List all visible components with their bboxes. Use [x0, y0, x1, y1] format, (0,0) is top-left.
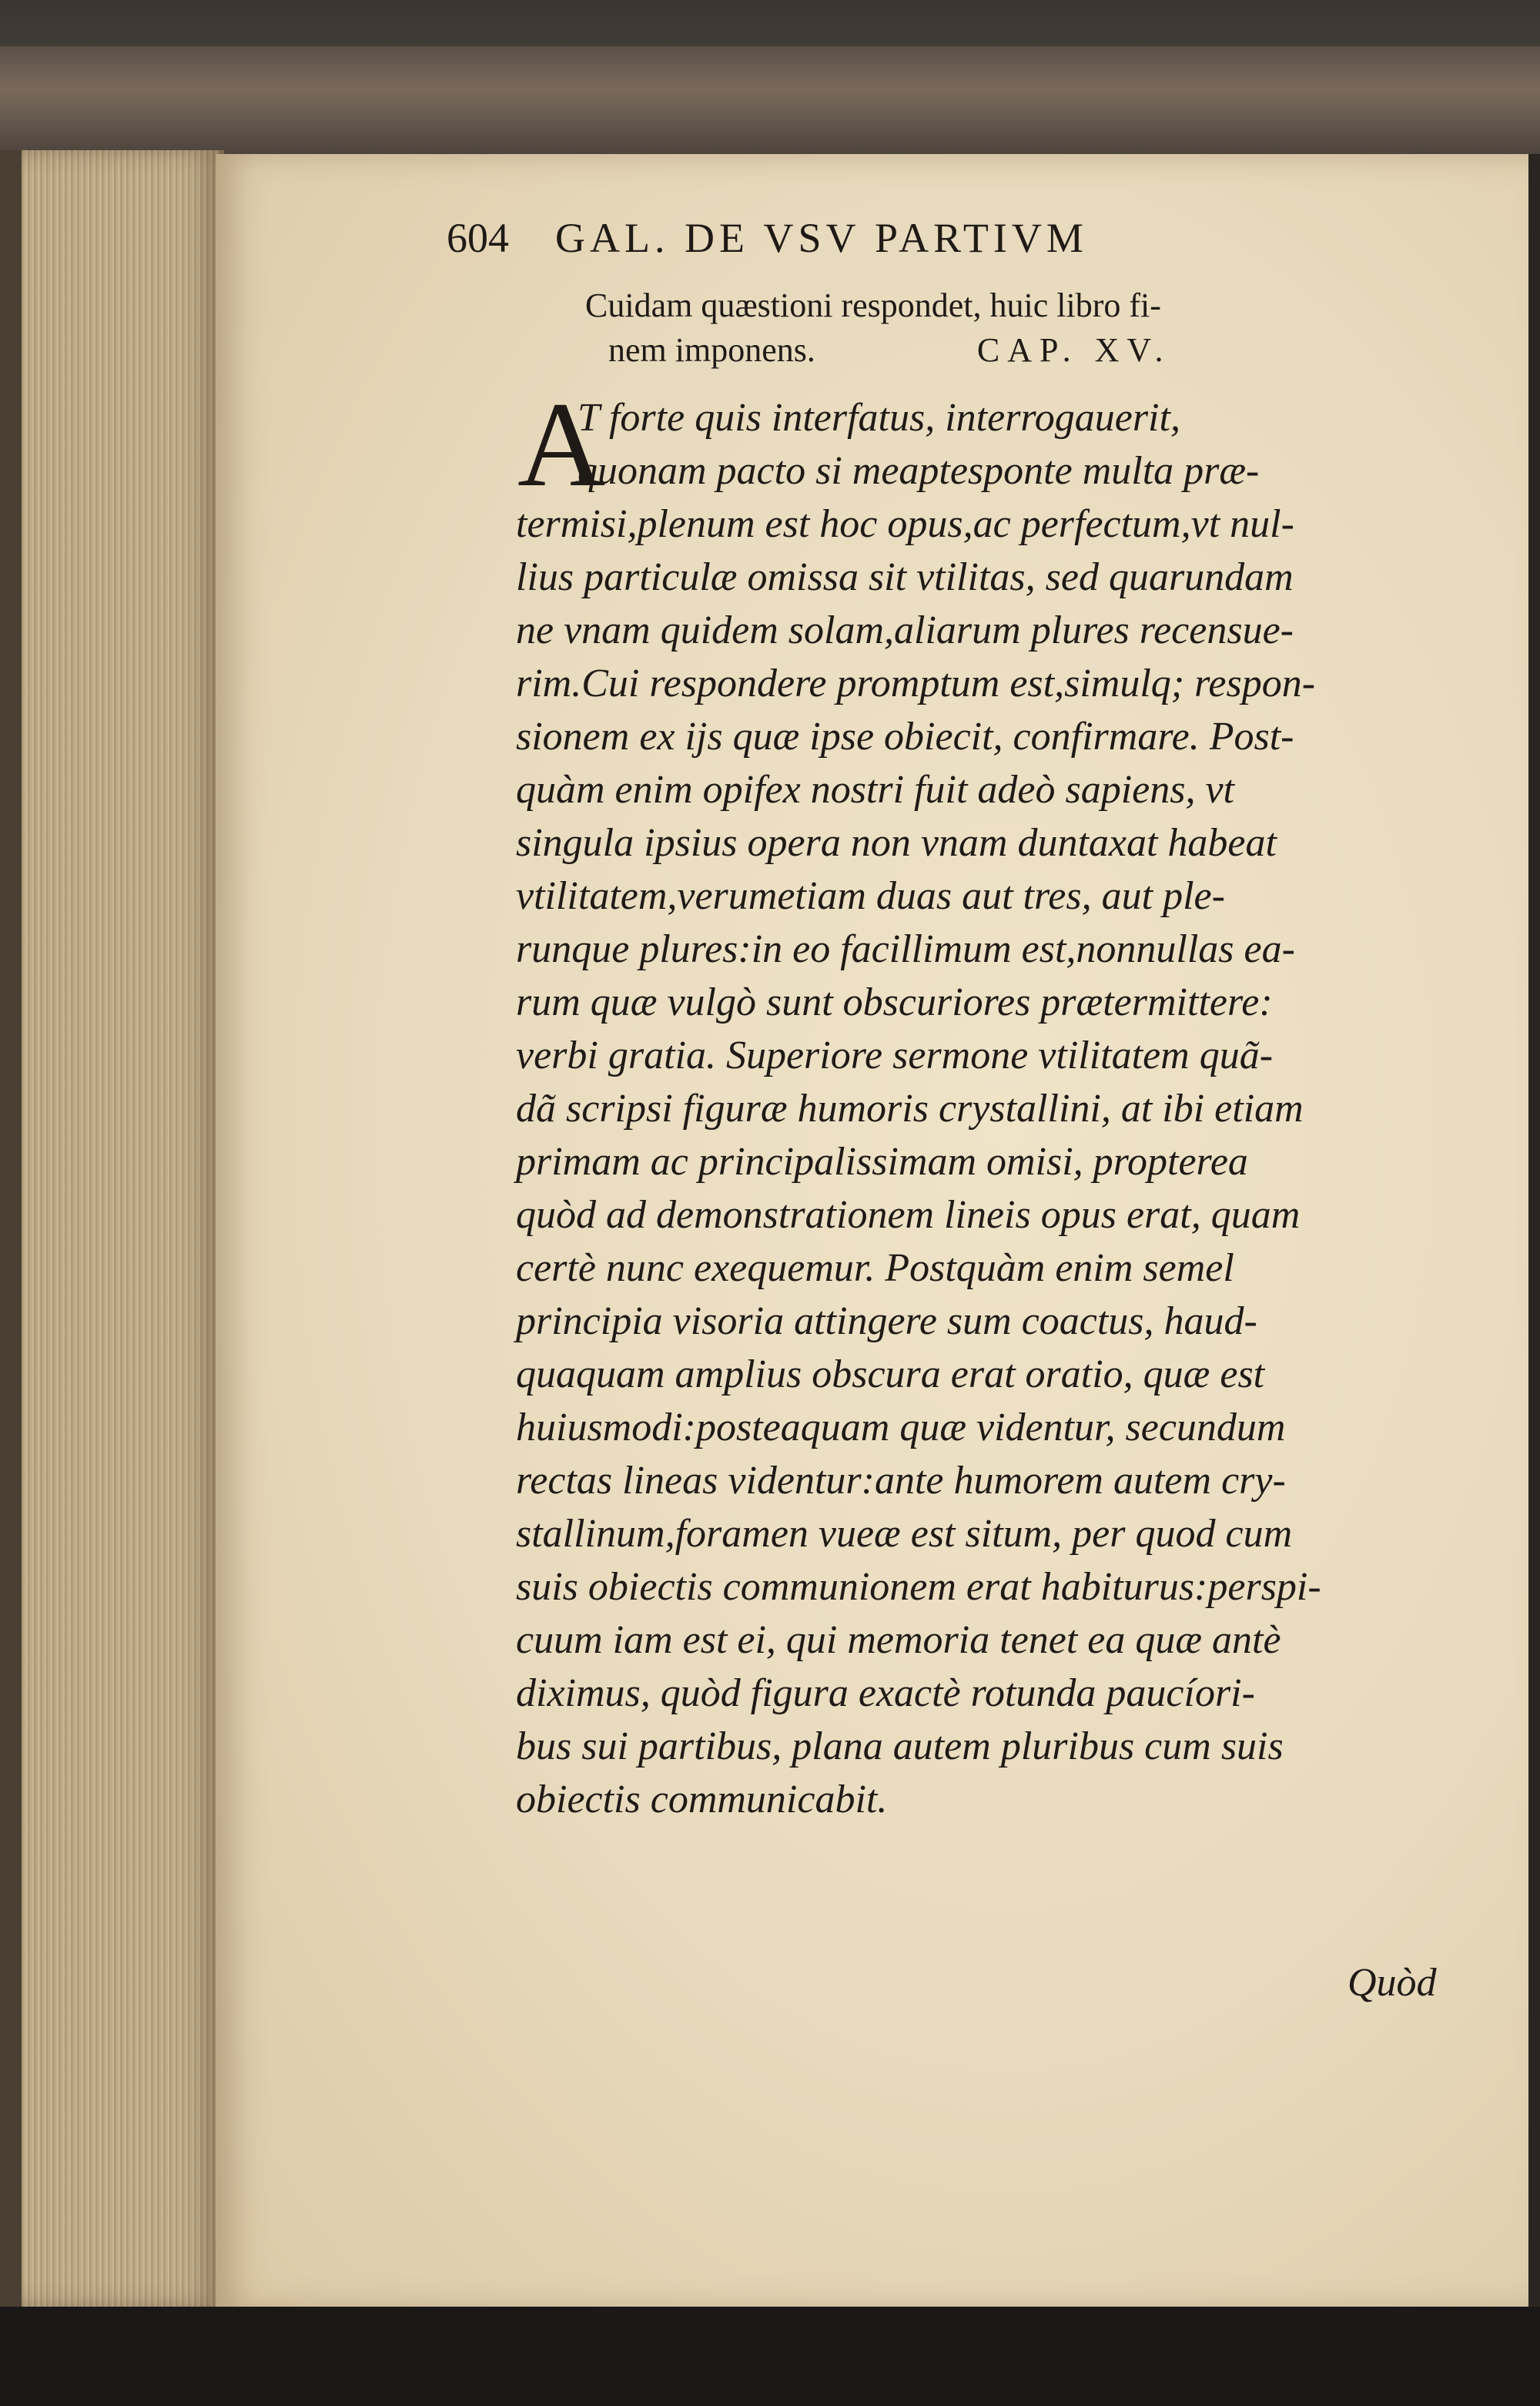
- page-fore-edge: [0, 150, 224, 2307]
- body-line: primam ac principalissimam omisi, propterea: [516, 1140, 1248, 1184]
- body-line: diximus, quòd figura exactè rotunda paucíori-: [516, 1671, 1255, 1715]
- body-line: bus sui partibus, plana autem pluribus cum suis: [516, 1724, 1284, 1768]
- body-line: vtilitatem,verumetiam duas aut tres, aut ple-: [516, 874, 1225, 918]
- catchword: Quòd: [1348, 1961, 1437, 2005]
- body-line: sionem ex ijs quæ ipse obiecit, confirmare. Post-: [516, 715, 1294, 759]
- body-line: dã scripsi figuræ humoris crystallini, at ibi etiam: [516, 1087, 1304, 1131]
- bottom-shadow: [0, 2307, 1540, 2406]
- chapter-heading-line2-wrap: [585, 328, 1170, 373]
- page-number: 604: [447, 215, 509, 261]
- drop-capital: A: [517, 377, 606, 512]
- body-line: lius particulæ omissa sit vtilitas, sed quarundam: [516, 555, 1294, 599]
- chapter-number: CAP. XV.: [976, 331, 1171, 369]
- body-line: certè nunc exequemur. Postquàm enim semel: [516, 1246, 1234, 1290]
- body-line: quòd ad demonstrationem lineis opus erat, quam: [516, 1193, 1301, 1237]
- cover-edge: [0, 150, 22, 2307]
- body-line: termisi,plenum est hoc opus,ac perfectum,vt nul-: [516, 502, 1294, 546]
- body-line: rum quæ vulgò sunt obscuriores prætermittere:: [516, 980, 1273, 1024]
- chapter-heading: [585, 283, 1170, 373]
- body-line: cuum iam est ei, qui memoria tenet ea quæ antè: [516, 1618, 1281, 1662]
- body-line: ne vnam quidem solam,aliarum plures recensue-: [516, 608, 1294, 652]
- body-line: runque plures:in eo facillimum est,nonnullas ea-: [516, 927, 1295, 971]
- body-line: rim.Cui respondere promptum est,simulq; respon-: [516, 662, 1316, 705]
- body-line: principia visoria attingere sum coactus, haud-: [516, 1299, 1257, 1343]
- body-line: quonam pacto si meaptesponte multa præ-: [578, 449, 1260, 493]
- body-line: huiusmodi:posteaquam quæ videntur, secundum: [516, 1406, 1286, 1449]
- body-line: verbi gratia. Superiore sermone vtilitatem quã-: [516, 1034, 1274, 1077]
- page-gutter-shadow: [1528, 154, 1540, 2310]
- body-line: suis obiectis communionem erat habiturus:perspi-: [516, 1565, 1321, 1609]
- body-line: stallinum,foramen vueæ est situm, per quod cum: [516, 1512, 1293, 1556]
- running-title: GAL. DE VSV PARTIVM: [555, 215, 1088, 261]
- body-line: quaquam amplius obscura erat oratio, quæ est: [516, 1352, 1265, 1396]
- running-head: [447, 214, 1088, 262]
- body-line: singula ipsius opera non vnam duntaxat habeat: [516, 821, 1277, 865]
- body-line: rectas lineas videntur:ante humorem autem cry-: [516, 1459, 1286, 1503]
- body-text: [516, 377, 1478, 1826]
- body-line: quàm enim opifex nostri fuit adeò sapiens, vt: [516, 768, 1235, 812]
- chapter-heading-line2: nem imponens.: [608, 331, 815, 369]
- body-line: obiectis communicabit.: [516, 1778, 888, 1821]
- chapter-heading-line1: Cuidam quæstioni respondet, huic libro fi-: [585, 287, 1161, 324]
- book-binding: [0, 46, 1540, 154]
- body-line: T forte quis interfatus, interrogauerit,: [578, 396, 1180, 440]
